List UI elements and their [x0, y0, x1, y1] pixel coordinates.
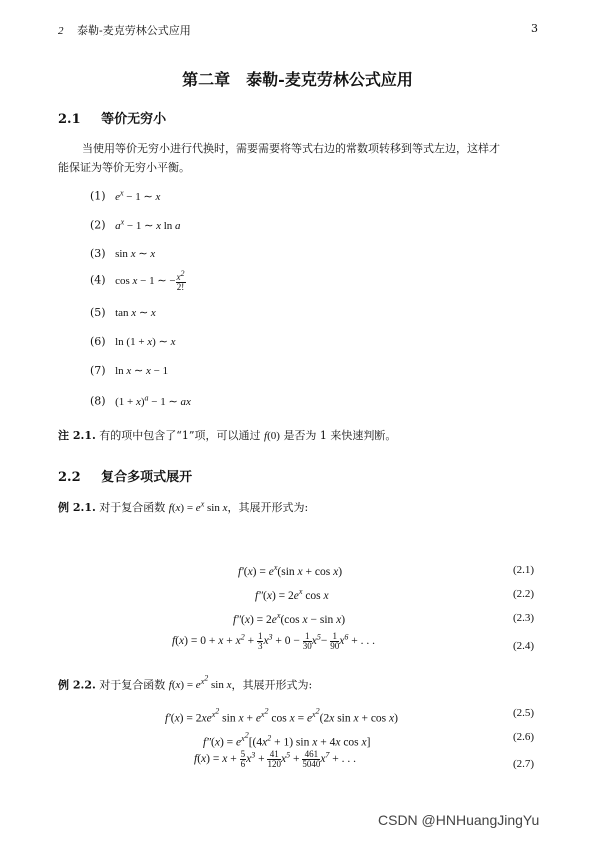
equation-2-3: $f''(x) = 2e^x(\cos$ x − sin x)	[233, 611, 346, 626]
section-title: 复合多项式展开	[101, 470, 193, 485]
list-item: (6) ln (1 + x) ∼ x	[90, 335, 176, 348]
list-item: (1) $e^x - 1$ ∼ x	[90, 188, 161, 203]
list-item: (7) ln x ∼ x − 1	[90, 364, 169, 377]
section-title: 等价无穷小	[101, 112, 167, 127]
equation-number: (2.5)	[513, 707, 535, 719]
example-2-2: 例 2.2. 对于复合函数 $f(x) = e^{x^2}$ sin x，其展开形式为:	[58, 673, 313, 692]
list-item: (2) $a^x - 1$ ∼ x ln a	[90, 217, 181, 232]
equation-2-4: $f(x) = 0 + x + x^2$ + $\frac{1}{3}$ $x^3 + 0$ − $\frac{1}{30}$ $x^5-$ $\frac{1}{90}$ $x^6$ + . . .	[172, 631, 375, 651]
note: 注 2.1. 有的项中包含了“1”项，可以通过 f(0) 是否为 1 来快速判断。	[58, 429, 397, 442]
section-heading-2-2	[58, 466, 192, 485]
equation-2-2: $f''(x) = 2e^x$ cos x	[255, 587, 329, 602]
equation-number: (2.6)	[513, 731, 535, 743]
equation-number: (2.3)	[513, 612, 535, 624]
paragraph-line-2: 能保证为等价无穷小平衡。	[58, 161, 190, 174]
example-2-1: 例 2.1. 对于复合函数 $f(x) = e^x$ sin x，其展开形式为:	[58, 499, 309, 514]
chapter-title: 第二章 泰勒-麦克劳林公式应用	[182, 70, 413, 89]
equation-number: (2.1)	[513, 564, 535, 576]
equation-2-1: $f'(x) = e^x(\sin$ x + cos x)	[238, 563, 343, 578]
equation-2-5: $f'(x) = 2xe^{x^2}$ $\sin x + e^{x^2}$ $\cos x = e^{x^2}(2x$ sin x + cos x)	[165, 706, 398, 725]
header-chapter-title: 泰勒-麦克劳林公式应用	[77, 24, 191, 37]
list-item: (4) cos x − 1 ∼ − $\frac{x^2}{2!}$	[90, 269, 185, 292]
example-label: 例 2.1.	[58, 501, 96, 514]
note-text-a: 有的项中包含了“1”项，可以通过	[99, 429, 261, 442]
list-item: (3) sin x ∼ x	[90, 247, 156, 260]
equation-number: (2.4)	[513, 640, 535, 652]
list-item: (8) $(1 + x)^a - 1$ ∼ ax	[90, 393, 191, 408]
equation-number: (2.7)	[513, 758, 535, 770]
example-label: 例 2.2.	[58, 678, 96, 692]
page-number: 3	[531, 22, 538, 35]
paragraph-line-1: 当使用等价无穷小进行代换时，需要需要将等式右边的常数项转移到等式左边，这样才	[82, 142, 500, 155]
equation-2-6: $f''(x) = e^{x^2}[(4x^2 + 1)$ sin x + 4x cos x]	[203, 730, 371, 749]
note-text-b: 是否为 1 来快速判断。	[283, 429, 397, 442]
watermark: CSDN @HNHuangJingYu	[378, 812, 540, 828]
running-header	[58, 22, 191, 38]
section-heading-2-1	[58, 108, 166, 127]
section-number: 2.2	[58, 470, 81, 485]
equation-2-7: f(x) = x + $\frac{5}{6}$ $x^3$ + $\frac{41}{120}$ $x^5$ + $\frac{461}{5040}$ $x^7$ + . . .	[194, 749, 357, 769]
section-number: 2.1	[58, 112, 81, 127]
equation-number: (2.2)	[513, 588, 535, 600]
note-label: 注 2.1.	[58, 429, 96, 442]
list-item: (5) tan x ∼ x	[90, 306, 156, 319]
header-chapter-number: 2	[58, 25, 64, 37]
